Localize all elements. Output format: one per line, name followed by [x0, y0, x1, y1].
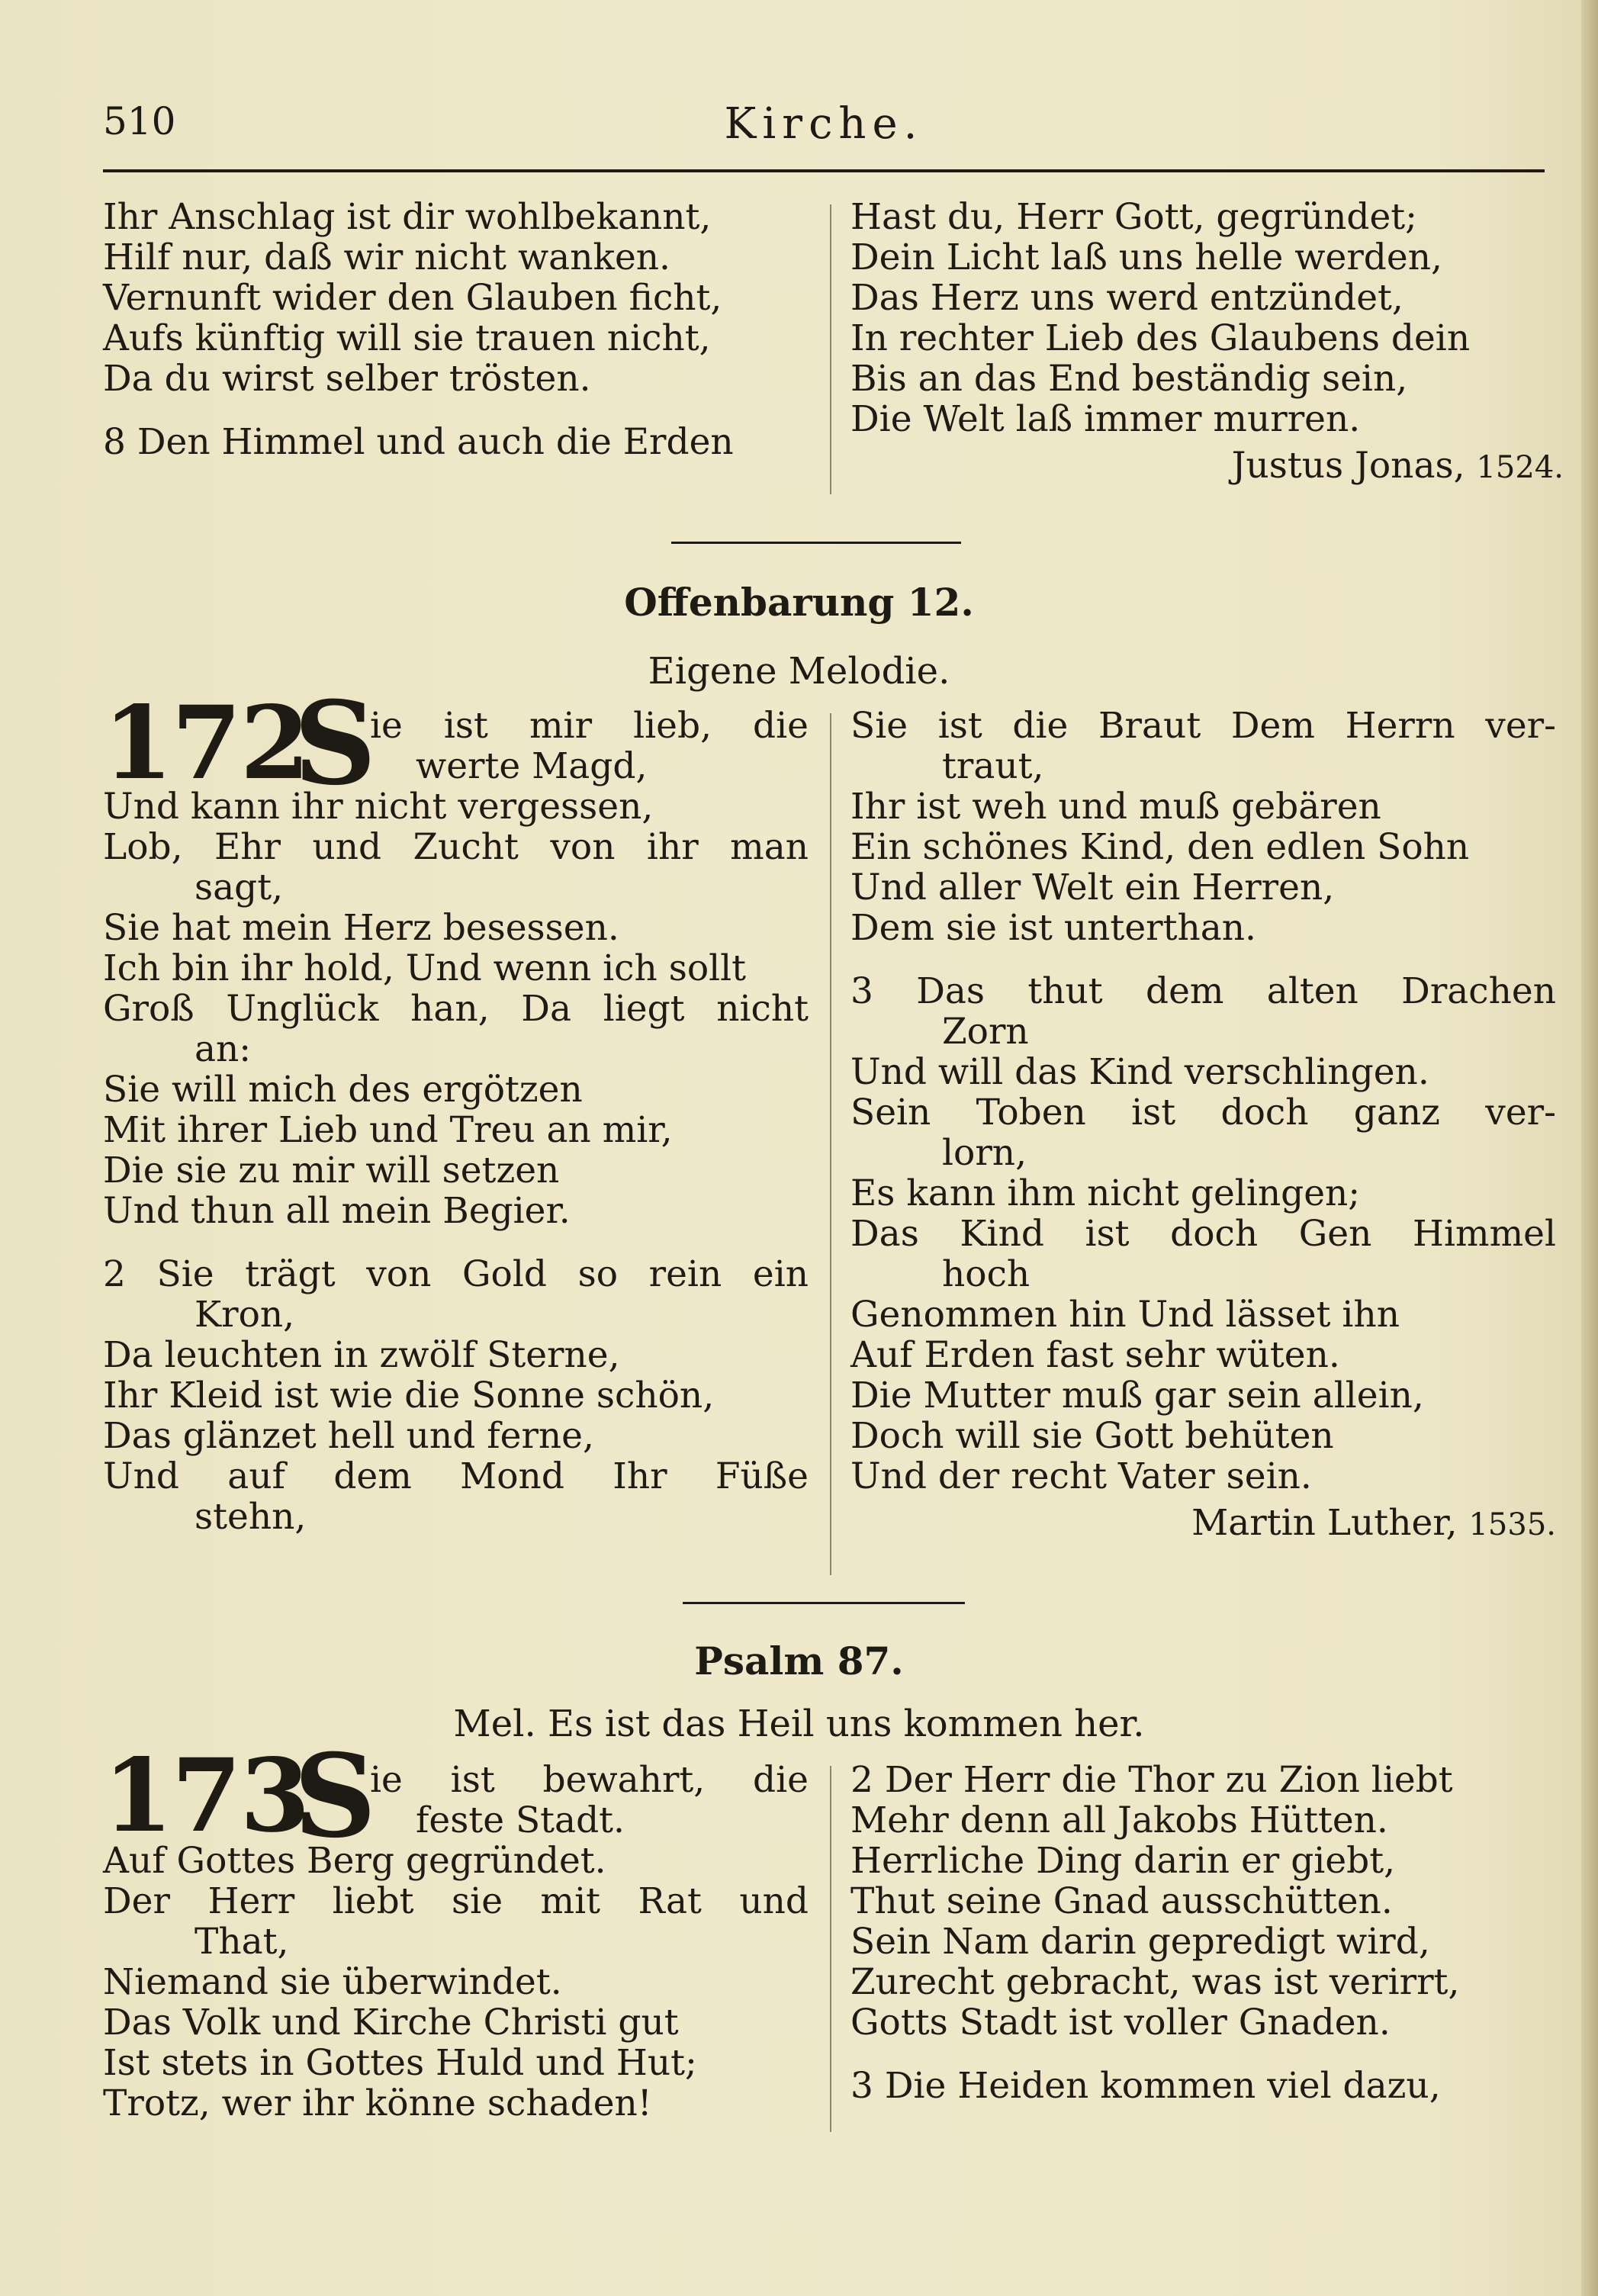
- verse-line: Dem sie ist unterthan.: [850, 907, 1256, 949]
- verse-line: sagt,: [195, 867, 284, 908]
- verse-line: Sie will mich des ergötzen: [103, 1069, 583, 1111]
- verse-line: Hilf nur, daß wir nicht wanken.: [103, 236, 670, 278]
- hymn-173-right-column: [850, 1760, 1564, 2106]
- verse-line: Und will das Kind verschlingen.: [850, 1051, 1429, 1093]
- verse-line: Sie ist die Braut Dem Herrn ver-: [850, 705, 1556, 747]
- verse-line: Hast du, Herr Gott, gegründet;: [850, 196, 1417, 238]
- verse-line: an:: [195, 1028, 252, 1070]
- verse-line: Zurecht gebracht, was ist verirrt,: [850, 1961, 1460, 2003]
- verse-line: Das glänzet hell und ferne,: [103, 1415, 594, 1457]
- verse-line: Auf Erden fast sehr wüten.: [850, 1334, 1340, 1376]
- author-name: Justus Jonas,: [1231, 445, 1465, 487]
- verse-line: Lob, Ehr und Zucht von ihr man: [103, 826, 809, 868]
- verse-line: traut,: [942, 745, 1044, 787]
- prev-hymn-left-column: [103, 197, 812, 462]
- verse-line: Der Herr liebt sie mit Rat und: [103, 1880, 809, 1922]
- column-rule: [830, 713, 831, 1575]
- verse-line: Das Volk und Kirche Christi gut: [103, 2002, 679, 2044]
- verse-line: Ich bin ihr hold, Und wenn ich sollt: [103, 947, 747, 989]
- verse-line: Und aller Welt ein Herren,: [850, 867, 1335, 908]
- verse-line: Das Herz uns werd entzündet,: [850, 277, 1403, 319]
- hymn-172-right-column: [850, 706, 1556, 1545]
- verse-line: Niemand sie überwindet.: [103, 1961, 562, 2003]
- prev-hymn-right-column: [850, 197, 1564, 488]
- verse-line: Sein Toben ist doch ganz ver-: [850, 1092, 1556, 1134]
- author-credit: [850, 445, 1564, 488]
- verse-line: Da leuchten in zwölf Sterne,: [103, 1334, 620, 1376]
- verse-3-first-line: 3 Die Heiden kommen viel dazu,: [850, 2065, 1441, 2107]
- verse-line: lorn,: [942, 1132, 1027, 1174]
- verse-line: Und kann ihr nicht vergessen,: [103, 786, 654, 828]
- verse-line: feste Stadt.: [416, 1799, 625, 1841]
- column-rule: [830, 1766, 831, 2132]
- verse-line: Ihr Kleid ist wie die Sonne schön,: [103, 1375, 715, 1417]
- verse-line: Trotz, wer ihr könne schaden!: [103, 2082, 652, 2124]
- verse-line: Thut seine Gnad ausschütten.: [850, 1880, 1393, 1922]
- verse-line: Sein Nam darin gepredigt wird,: [850, 1921, 1430, 1963]
- hymn-172-left-column: [103, 706, 809, 1537]
- verse-line: Es kann ihm nicht gelingen;: [850, 1172, 1361, 1214]
- verse-line: Die Welt laß immer murren.: [850, 398, 1361, 440]
- verse-line: Kron,: [195, 1294, 295, 1336]
- verse-line: Das Kind ist doch Gen Himmel: [850, 1213, 1556, 1255]
- verse-line: Auf Gottes Berg gegründet.: [103, 1840, 606, 1882]
- hymn-173-dropcap: S: [294, 1729, 377, 1863]
- hymn-173-left-column: [103, 1760, 809, 2124]
- verse-line: ie ist mir lieb, die: [370, 705, 809, 747]
- hymn-172-melody: Eigene Melodie.: [648, 650, 950, 693]
- verse-line: Doch will sie Gott behüten: [850, 1415, 1334, 1457]
- verse-line: Ihr Anschlag ist dir wohlbekannt,: [103, 196, 712, 238]
- author-year: 1535.: [1468, 1507, 1556, 1542]
- verse-line: Bis an das End beständig sein,: [850, 358, 1408, 400]
- verse-line: Ihr ist weh und muß gebären: [850, 786, 1381, 828]
- verse-line: That,: [195, 1921, 289, 1963]
- verse-line: stehn,: [195, 1496, 307, 1538]
- verse-line: Aufs künftig will sie trauen nicht,: [103, 317, 711, 359]
- hymn-172-number: 172: [103, 684, 309, 802]
- verse-line: Und thun all mein Begier.: [103, 1190, 571, 1232]
- page-edge: [1581, 0, 1598, 2296]
- verse-line: Die Mutter muß gar sein allein,: [850, 1375, 1424, 1417]
- verse-2-first-line: 2 Sie trägt von Gold so rein ein: [103, 1253, 809, 1295]
- verse-line: Die sie zu mir will setzen: [103, 1150, 560, 1191]
- header-rule: [103, 169, 1545, 172]
- verse-8-first-line: 8 Den Himmel und auch die Erden: [103, 421, 734, 463]
- hymn-173-melody: Mel. Es ist das Heil uns kommen her.: [453, 1703, 1145, 1745]
- hymn-173-number: 173: [103, 1737, 309, 1855]
- verse-line: Und der recht Vater sein.: [850, 1455, 1312, 1497]
- verse-line: Ein schönes Kind, den edlen Sohn: [850, 826, 1470, 868]
- verse-line: In rechter Lieb des Glaubens dein: [850, 317, 1471, 359]
- verse-line: Herrliche Ding darin er giebt,: [850, 1840, 1396, 1882]
- verse-line: ie ist bewahrt, die: [370, 1759, 809, 1801]
- verse-line: Mit ihrer Lieb und Treu an mir,: [103, 1109, 673, 1151]
- verse-2-first-line: 2 Der Herr die Thor zu Zion liebt: [850, 1759, 1453, 1801]
- verse-line: Mehr denn all Jakobs Hütten.: [850, 1799, 1388, 1841]
- verse-line: werte Magd,: [416, 745, 648, 787]
- verse-line: Groß Unglück han, Da liegt nicht: [103, 988, 809, 1030]
- running-title: Kirche.: [724, 99, 924, 149]
- verse-line: Sie hat mein Herz besessen.: [103, 907, 619, 949]
- page-number: 510: [103, 99, 176, 143]
- verse-line: Vernunft wider den Glauben ficht,: [103, 277, 722, 319]
- verse-line: Zorn: [942, 1011, 1029, 1053]
- author-credit: [850, 1503, 1556, 1545]
- verse-3-first-line: 3 Das thut dem alten Drachen: [850, 970, 1556, 1012]
- verse-line: Da du wirst selber trösten.: [103, 358, 591, 400]
- verse-line: Genommen hin Und lässet ihn: [850, 1294, 1400, 1336]
- author-name: Martin Luther,: [1191, 1502, 1458, 1544]
- page-header: [103, 99, 1545, 153]
- author-year: 1524.: [1476, 450, 1564, 485]
- section-divider: [683, 1602, 965, 1604]
- section-divider: [671, 542, 961, 544]
- hymn-172-heading: Offenbarung 12.: [624, 580, 974, 625]
- verse-line: Und auf dem Mond Ihr Füße: [103, 1455, 809, 1497]
- column-rule: [830, 204, 831, 494]
- hymn-173-heading: Psalm 87.: [694, 1638, 904, 1683]
- verse-line: Gotts Stadt ist voller Gnaden.: [850, 2002, 1391, 2044]
- verse-line: hoch: [942, 1253, 1031, 1295]
- hymn-172-dropcap: S: [294, 677, 377, 811]
- verse-line: Ist stets in Gottes Huld und Hut;: [103, 2042, 697, 2084]
- verse-line: Dein Licht laß uns helle werden,: [850, 236, 1442, 278]
